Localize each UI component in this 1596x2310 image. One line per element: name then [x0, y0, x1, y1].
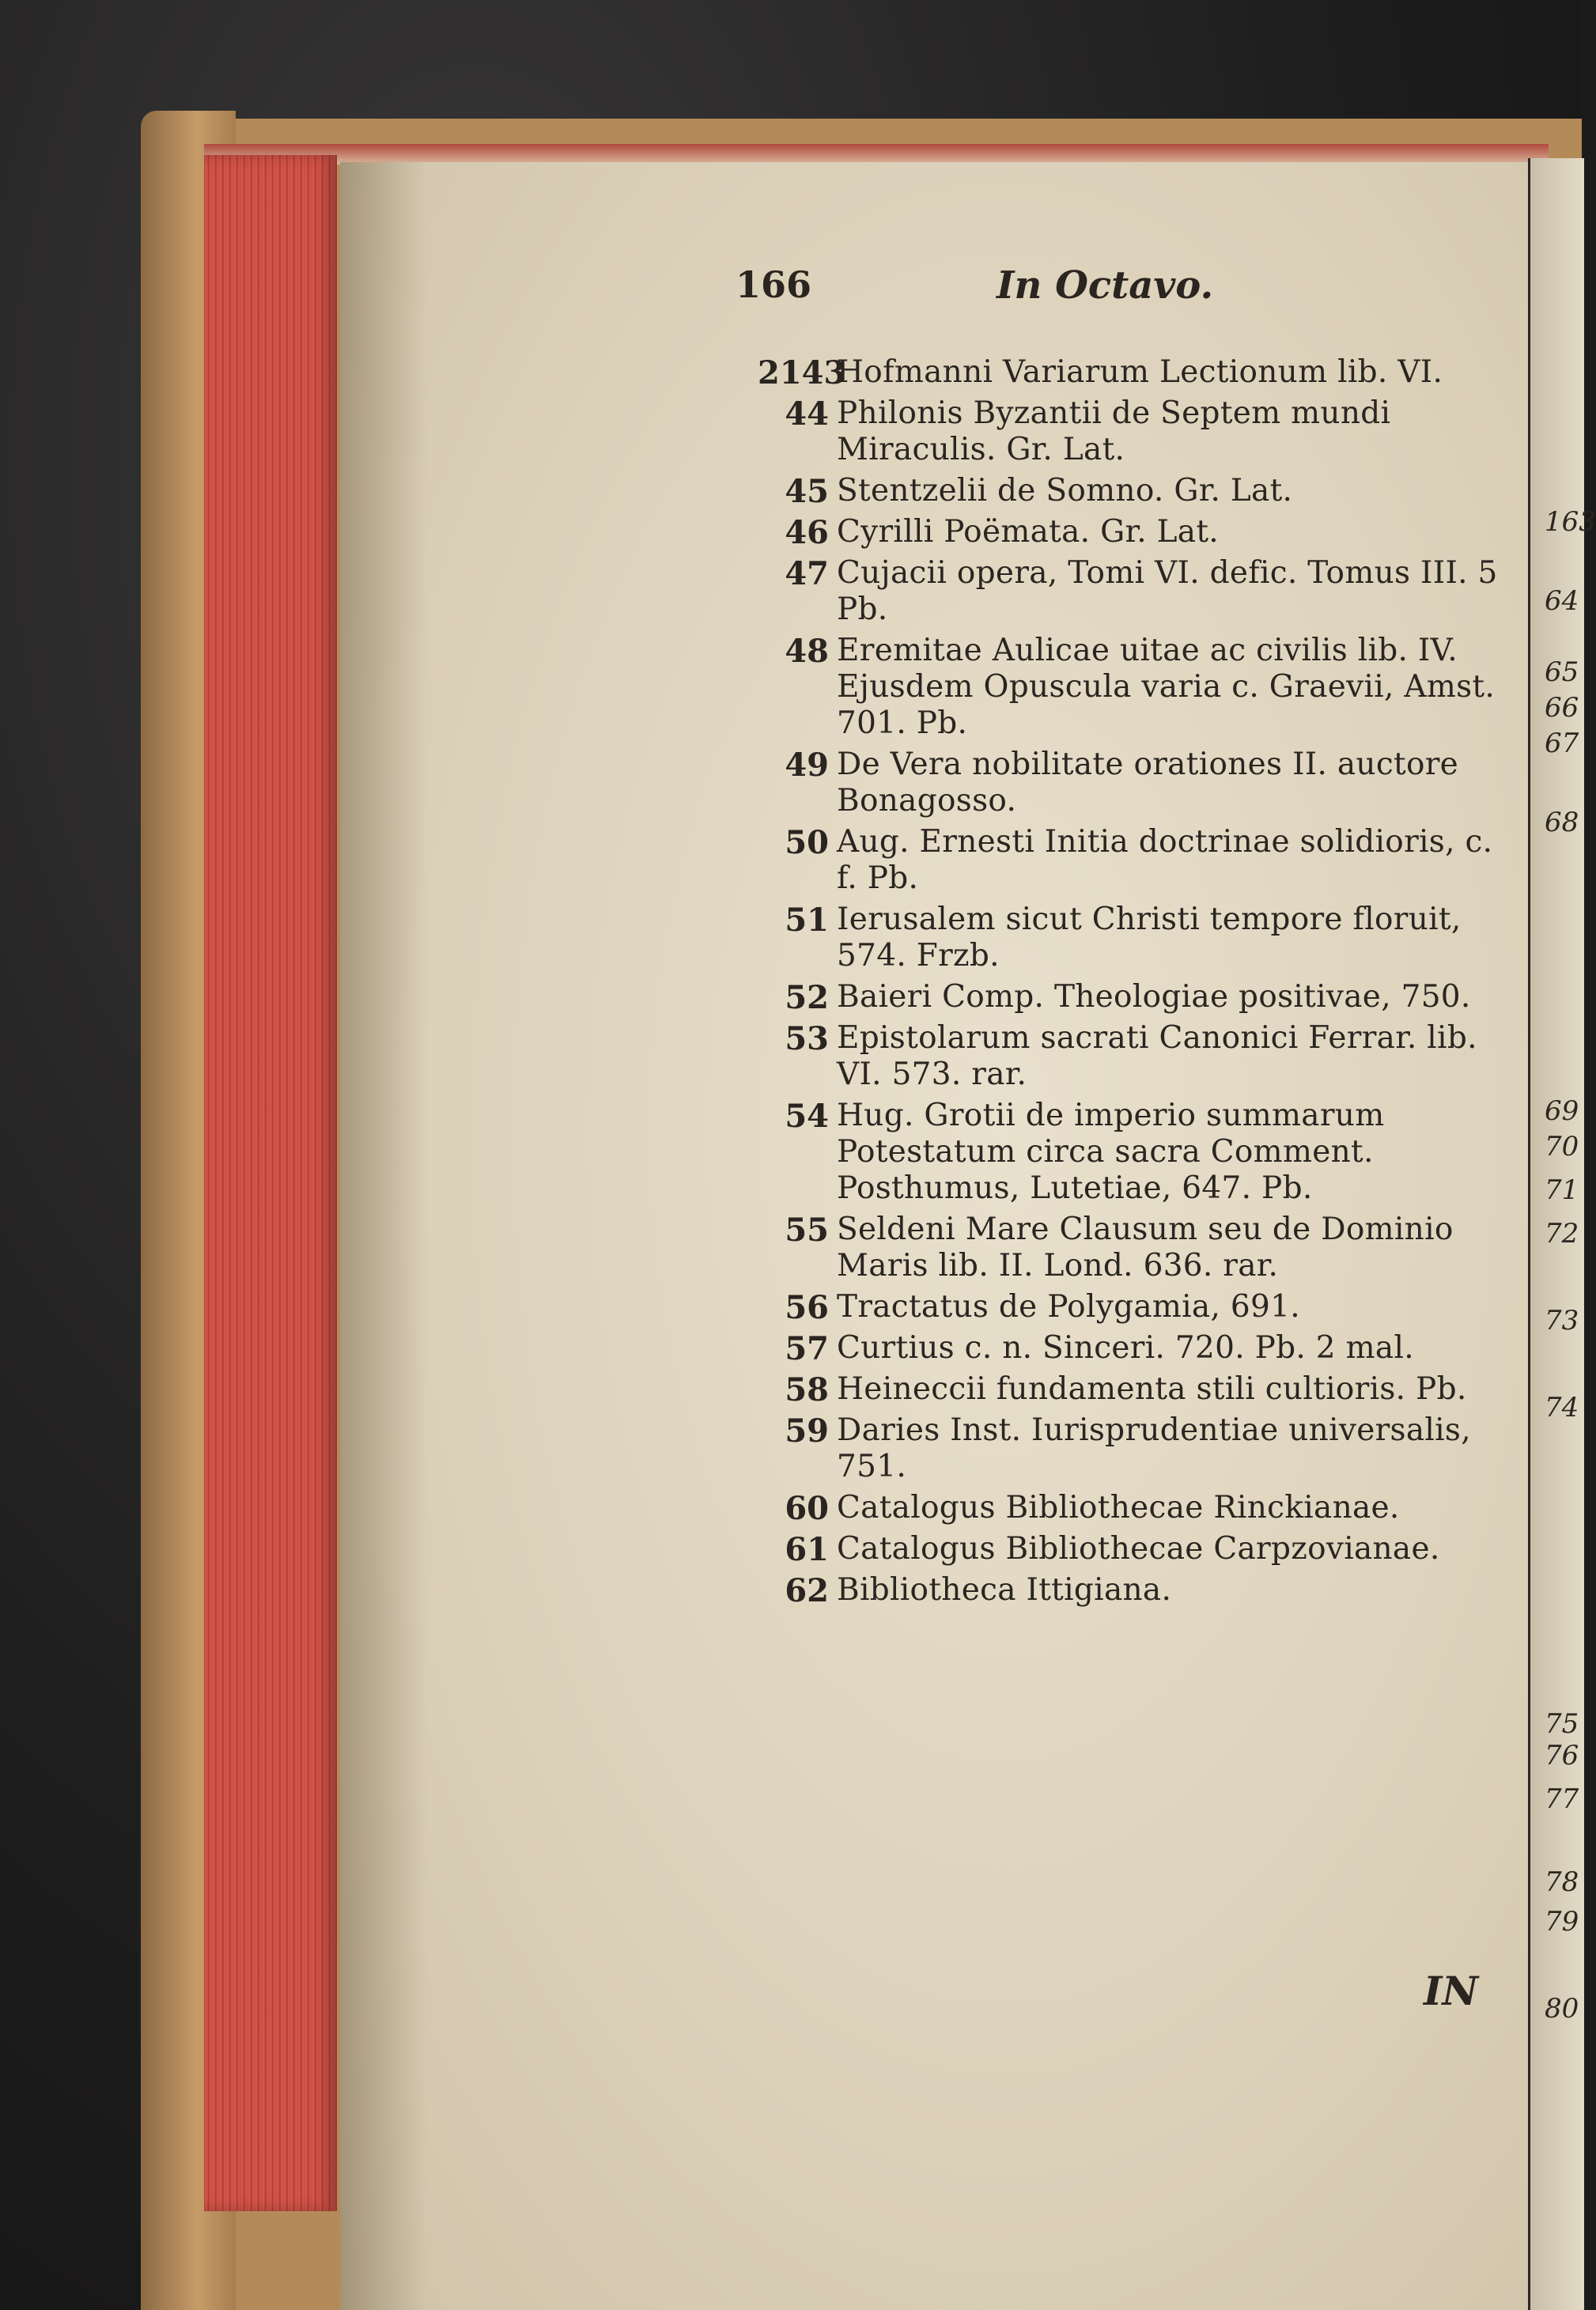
catalog-entry — [758, 1330, 1517, 1367]
entry-number: 61 — [785, 1531, 829, 1568]
page-number: 166 — [736, 263, 812, 306]
facing-margin-number: 67 — [1545, 728, 1579, 759]
entry-number: 53 — [785, 1020, 829, 1057]
catalog-entry — [758, 1412, 1517, 1485]
entry-text: Tractatus de Polygamia, 691. — [837, 1289, 1300, 1325]
facing-margin-number: 69 — [1545, 1095, 1579, 1127]
entry-text: Cujacii opera, Tomi VI. defic. Tomus III. 5 Pb. — [837, 555, 1498, 627]
facing-margin-number: 163 — [1545, 506, 1596, 538]
catalog-entry — [758, 354, 1517, 391]
catalog-entry — [758, 395, 1517, 468]
facing-margin-number: 68 — [1545, 807, 1579, 838]
entry-number: 60 — [785, 1490, 829, 1527]
entry-number: 54 — [785, 1098, 829, 1135]
facing-margin-number: 72 — [1545, 1218, 1579, 1250]
catalog-entry — [758, 514, 1517, 550]
entry-text: Eremitae Aulicae uitae ac civilis lib. IV. Ejusdem Opuscula varia c. Graevii, Amst. 701. Pb. — [837, 633, 1496, 741]
entry-text: Curtius c. n. Sinceri. 720. Pb. 2 mal. — [837, 1330, 1414, 1366]
entry-text: Bibliotheca Ittigiana. — [837, 1572, 1172, 1608]
entry-number: 48 — [785, 633, 829, 670]
catchword: IN — [1424, 1968, 1479, 2014]
entry-number: 45 — [785, 473, 829, 510]
facing-margin-number: 73 — [1545, 1305, 1579, 1336]
entry-text: Epistolarum sacrati Canonici Ferrar. lib. VI. 573. rar. — [837, 1020, 1477, 1092]
facing-margin-number: 79 — [1545, 1906, 1579, 1938]
entry-text: Seldeni Mare Clausum seu de Dominio Maris lib. II. Lond. 636. rar. — [837, 1212, 1454, 1284]
catalog-entry — [758, 824, 1517, 897]
catalog-entry — [758, 473, 1517, 509]
catalog-entry — [758, 1531, 1517, 1567]
entry-text: Ierusalem sicut Christi tempore floruit, 574. Frzb. — [837, 902, 1462, 974]
entry-text: Daries Inst. Iurisprudentiae universalis, 751. — [837, 1412, 1471, 1484]
entry-text: Heineccii fundamenta stili cultioris. Pb. — [837, 1371, 1467, 1407]
facing-page-strip — [1528, 158, 1596, 2310]
entry-text: Hofmanni Variarum Lectionum lib. VI. — [837, 354, 1443, 390]
catalog-entry — [758, 1289, 1517, 1325]
entry-number: 62 — [785, 1572, 829, 1609]
entry-text: De Vera nobilitate orationes II. auctore Bonagosso. — [837, 747, 1459, 819]
entry-number: 57 — [785, 1330, 829, 1367]
catalog-entry — [758, 902, 1517, 974]
entry-text: Philonis Byzantii de Septem mundi Miraculis. Gr. Lat. — [837, 395, 1391, 467]
entry-text: Stentzelii de Somno. Gr. Lat. — [837, 473, 1293, 509]
catalog-entry — [758, 979, 1517, 1015]
catalog-entry — [758, 1490, 1517, 1526]
catalog-entry — [758, 1572, 1517, 1609]
entry-text: Catalogus Bibliothecae Carpzovianae. — [837, 1531, 1440, 1567]
catalog-entry — [758, 633, 1517, 742]
page-header — [736, 263, 1289, 319]
entry-number: 46 — [785, 514, 829, 551]
entry-number: 50 — [785, 824, 829, 861]
facing-margin-number: 76 — [1545, 1740, 1579, 1771]
entry-number: 58 — [785, 1371, 829, 1408]
entry-text: Catalogus Bibliothecae Rinckianae. — [837, 1490, 1400, 1526]
entry-number: 44 — [785, 395, 829, 433]
facing-margin-number: 66 — [1545, 692, 1579, 724]
facing-margin-number: 74 — [1545, 1392, 1579, 1423]
entry-text: Hug. Grotii de imperio summarum Potestatum circa sacra Comment. Posthumus, Lutetiae, 647. Pb. — [837, 1098, 1385, 1206]
entry-text: Baieri Comp. Theologiae positivae, 750. — [837, 979, 1471, 1015]
facing-margin-number: 70 — [1545, 1131, 1579, 1163]
catalog-entry — [758, 1098, 1517, 1207]
entry-number: 59 — [785, 1412, 829, 1450]
entry-number: 49 — [785, 747, 829, 784]
catalog-entries — [758, 354, 1517, 1613]
running-head: In Octavo. — [997, 263, 1214, 308]
entry-number: 51 — [785, 902, 829, 939]
catalog-entry — [758, 555, 1517, 628]
catalog-entry — [758, 747, 1517, 819]
catalog-entry — [758, 1020, 1517, 1093]
facing-margin-number: 78 — [1545, 1866, 1579, 1898]
entry-text: Cyrilli Poëmata. Gr. Lat. — [837, 514, 1220, 550]
red-page-edges — [204, 155, 337, 2211]
facing-margin-number: 65 — [1545, 656, 1579, 688]
entry-number: 56 — [785, 1289, 829, 1326]
facing-margin-number: 75 — [1545, 1708, 1579, 1740]
facing-margin-number: 80 — [1545, 1993, 1579, 2025]
catalog-entry — [758, 1371, 1517, 1408]
catalog-entry — [758, 1212, 1517, 1284]
facing-margin-number: 77 — [1545, 1783, 1579, 1815]
entry-number: 55 — [785, 1212, 829, 1249]
facing-margin-number: 64 — [1545, 585, 1579, 617]
gutter-shadow — [340, 162, 427, 2310]
facing-margin-number: 71 — [1545, 1174, 1579, 1206]
entry-number: 52 — [785, 979, 829, 1016]
entry-text: Aug. Ernesti Initia doctrinae solidioris, c. f. Pb. — [837, 824, 1493, 896]
entry-number: 47 — [785, 555, 829, 592]
entry-number: 2143 — [758, 354, 846, 391]
